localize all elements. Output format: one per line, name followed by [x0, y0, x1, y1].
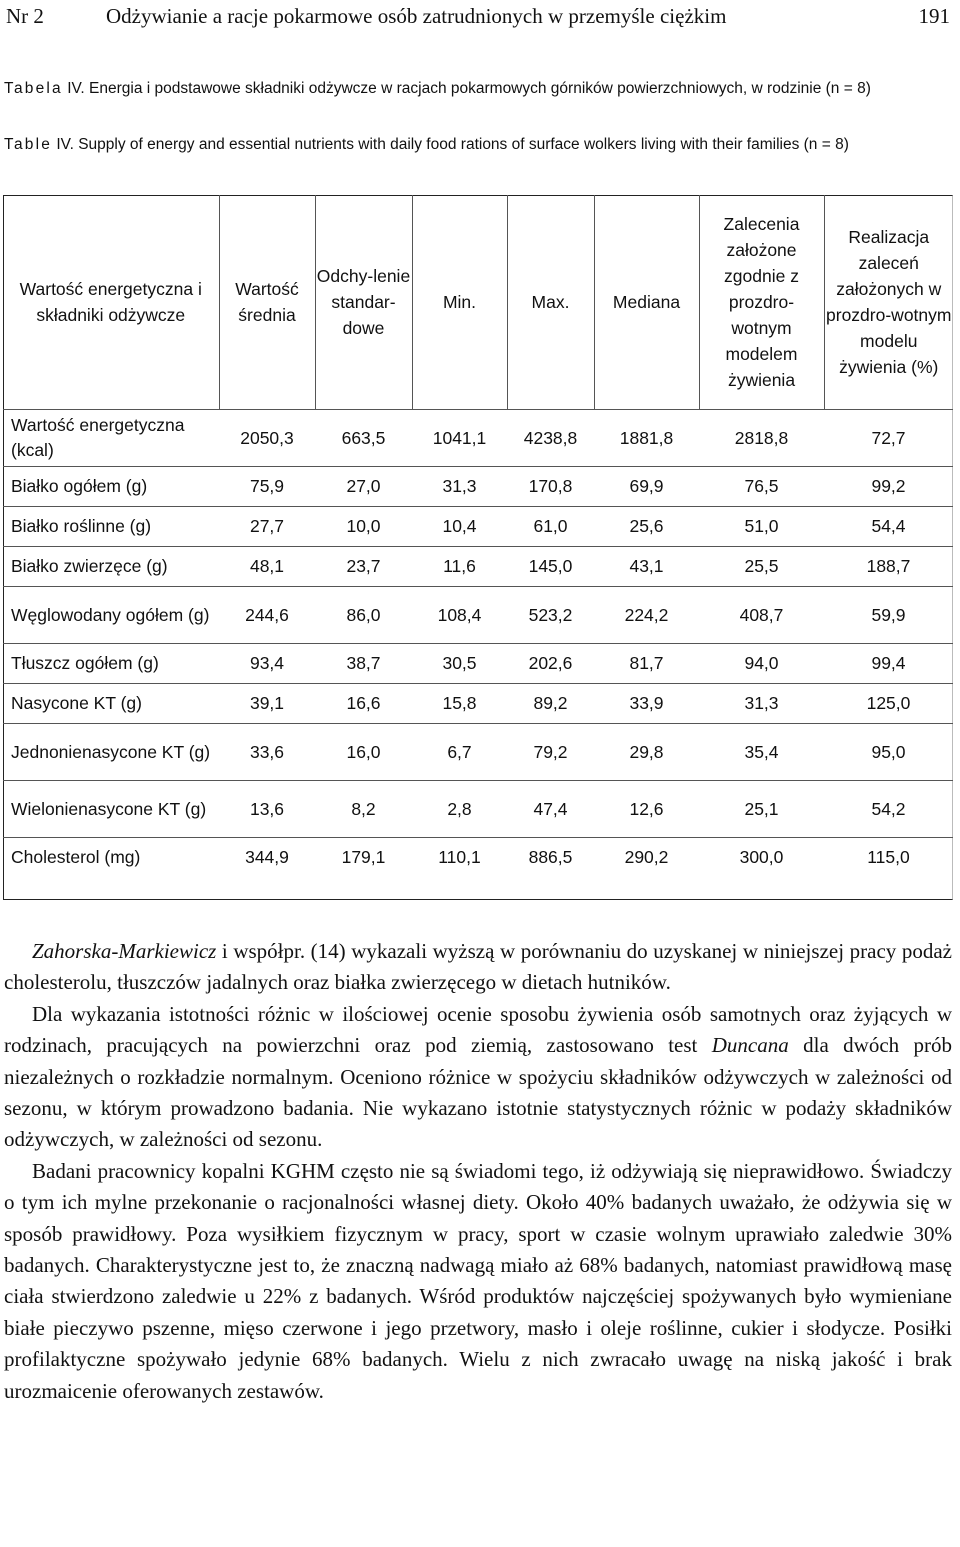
table-row	[3, 547, 953, 587]
header-cell: Max.	[507, 195, 594, 410]
table-cell: 43,1	[629, 556, 664, 576]
journal-issue-number: Nr 2	[6, 4, 44, 28]
table-cell: 290,2	[624, 847, 669, 868]
table-cell: 244,6	[245, 604, 289, 625]
table-cell: 2050,3	[240, 427, 294, 448]
table-cell: 188,7	[866, 556, 911, 576]
caption-numeral: IV.	[67, 80, 85, 97]
paragraph-text: i współpr. (14) wykazali wyższą w porównaniu do uzyskanej w niniejszej pracy podaż cholesterolu, tłuszczów jadalnych oraz białka zwierzęcego w dietach hutników.	[4, 939, 952, 995]
table-cell: 300,0	[739, 847, 784, 868]
table-header-row	[3, 195, 953, 410]
running-header	[2, 2, 954, 32]
table-cell: 523,2	[528, 604, 573, 625]
table-cell: 86,0	[346, 604, 381, 625]
table-cell: 10,0	[346, 516, 381, 536]
table-cell: 170,8	[528, 476, 573, 496]
paragraph-text: Dla wykazania istotności różnic w ilościowej ocenie sposobu żywienia osób samotnych oraz żyjących w rodzinach, pracujących na powierzchni oraz pod ziemią, zastosowano test	[4, 1001, 952, 1058]
header-cell: Wartość energetyczna i składniki odżywcze	[19, 279, 202, 325]
table-cell: 408,7	[739, 604, 784, 625]
running-title: Odżywianie a racje pokarmowe osób zatrudnionych w przemyśle ciężkim	[106, 4, 727, 28]
row-label: Białko ogółem (g)	[11, 476, 148, 496]
table-cell: 54,4	[871, 516, 906, 536]
table-cell: 16,6	[346, 693, 381, 713]
table-row	[3, 507, 953, 547]
table-cell: 31,3	[744, 693, 779, 713]
table-cell: 224,2	[624, 604, 669, 625]
table-cell: 30,5	[442, 653, 477, 673]
caption-label: Table	[4, 136, 53, 153]
row-label: Wartość energetyczna (kcal)	[11, 415, 185, 460]
table-caption-polish	[4, 78, 952, 100]
caption-text: Energia i podstawowe składniki odżywcze w racjach pokarmowych górników powierzchniowych, w rodzinie (n = 8)	[89, 80, 871, 97]
table-cell: 15,8	[442, 693, 477, 713]
table-cell: 125,0	[866, 693, 911, 713]
table-cell: 79,2	[533, 741, 568, 762]
row-label: Nasycone KT (g)	[11, 693, 142, 713]
table-cell: 16,0	[346, 741, 381, 762]
table-cell: 115,0	[867, 847, 910, 868]
header-cell: Zalecenia założone zgodnie z prozdro-wotnym modelem żywienia	[699, 195, 824, 410]
table-cell: 81,7	[629, 653, 664, 673]
header-cell: Odchy-lenie standar-dowe	[315, 195, 412, 410]
table-row	[3, 781, 953, 838]
table-cell: 54,2	[871, 798, 906, 819]
caption-numeral: IV.	[56, 136, 74, 153]
caption-text: Supply of energy and essential nutrients with daily food rations of surface wolkers living with their families (n = 8)	[78, 136, 849, 153]
table-cell: 31,3	[442, 476, 477, 496]
header-cell: Min.	[412, 195, 507, 410]
table-cell: 89,2	[533, 693, 568, 713]
paragraph-text: dla dwóch prób niezależnych o rozkładzie normalnym. Oceniono różnice w spożyciu składników odżywczych w zależności od sezonu, w którym prowadzono badania. Nie wykazano istotnie statystycznych różnic w podaży składników odżywczych, w zależności od sezonu.	[4, 1033, 952, 1152]
table-row	[3, 724, 953, 781]
table-cell: 23,7	[346, 556, 381, 576]
table-cell: 48,1	[249, 556, 285, 576]
table-cell: 99,2	[871, 476, 906, 496]
page-number: 191	[918, 4, 950, 28]
table-cell: 8,2	[351, 798, 376, 819]
table-cell: 29,8	[629, 741, 664, 762]
table-cell: 94,0	[744, 653, 779, 673]
table-cell: 886,5	[528, 847, 573, 868]
table-cell: 2,8	[447, 798, 472, 819]
paragraph	[4, 999, 952, 1156]
table-row	[3, 684, 953, 724]
table-cell: 61,0	[533, 516, 568, 536]
table-cell: 4238,8	[523, 427, 578, 448]
table-cell: 27,0	[346, 476, 381, 496]
paragraph: Badani pracownicy kopalni KGHM często nie są świadomi tego, iż odżywiają się nieprawidłowo. Świadczy o tym ich mylne przekonanie o racjonalności własnej diety. Około 40% badanych uważało, że odżywia się w sposób prawidłowy. Poza wysiłkiem fizycznym w pracy, sport w czasie wolnym uprawiało zaledwie 30% badanych. Charakterystyczne jest to, że znaczną nadwagą miało aż 68% badanych, natomiast prawidłową masę ciała stwierdzono zaledwie u 22% z badanych. Wśród produktów najczęściej spożywanych było wymieniane białe pieczywo pszenne, mięso czerwone i jego przetwory, masło i oleje roślinne, cukier i słodycze. Posiłki profilaktyczne spożywało jedynie 68% badanych. Wielu z nich zwracało uwagę na niską jakość i brak urozmaicenie oferowanych zestawów.	[4, 1158, 952, 1403]
table-cell: 145,0	[528, 556, 573, 576]
table-cell: 108,4	[437, 604, 482, 625]
table-cell: 69,9	[629, 476, 664, 496]
table-cell: 59,9	[871, 604, 906, 625]
table-cell: 95,0	[871, 741, 906, 762]
table-cell: 25,5	[744, 556, 779, 576]
table-cell: 47,4	[533, 798, 568, 819]
table-cell: 1881,8	[619, 427, 674, 448]
table-row	[3, 467, 953, 507]
table-row	[3, 587, 953, 644]
table-cell: 38,7	[346, 653, 381, 673]
table-cell: 10,4	[442, 516, 477, 536]
row-label: Tłuszcz ogółem (g)	[11, 653, 159, 673]
table-cell: 1041,1	[432, 427, 487, 448]
table-cell: 76,5	[744, 476, 779, 496]
table-cell: 12,6	[629, 798, 664, 819]
table-cell: 75,9	[249, 476, 285, 496]
table-caption-english	[4, 134, 952, 156]
row-label: Węglowodany ogółem (g)	[11, 604, 210, 625]
table-cell: 35,4	[744, 741, 779, 762]
header-cell: Wartość średnia	[219, 195, 315, 410]
table-cell: 202,6	[528, 653, 573, 673]
table-cell: 344,9	[245, 847, 289, 868]
caption-label: Tabela	[4, 80, 63, 97]
cited-author: Zahorska-Markiewicz	[32, 939, 217, 963]
table-cell: 663,5	[341, 427, 386, 448]
table-cell: 27,7	[249, 516, 285, 536]
test-name: Duncana	[711, 1033, 789, 1058]
header-cell: Mediana	[594, 195, 699, 410]
table-cell: 51,0	[744, 516, 779, 536]
body-text	[4, 936, 952, 1407]
table-cell: 99,4	[871, 653, 906, 673]
table-cell: 33,9	[629, 693, 664, 713]
table-cell: 2818,8	[734, 427, 789, 448]
table-cell: 93,4	[249, 653, 285, 673]
table-cell: 179,1	[341, 847, 386, 868]
paragraph	[4, 936, 952, 999]
row-label: Jednonienasycone KT (g)	[11, 741, 211, 762]
table-cell: 110,1	[438, 847, 481, 868]
table-row	[3, 644, 953, 684]
row-label: Białko roślinne (g)	[11, 516, 152, 536]
table-cell: 72,7	[871, 427, 906, 448]
table-cell: 13,6	[249, 798, 285, 819]
table-cell: 25,6	[629, 516, 664, 536]
table-row	[3, 410, 953, 467]
nutrient-table	[3, 195, 953, 878]
table-cell: 11,6	[443, 556, 476, 576]
table-cell: 39,1	[249, 693, 285, 713]
row-label: Cholesterol (mg)	[11, 847, 141, 868]
row-label: Białko zwierzęce (g)	[11, 556, 168, 576]
table-cell: 25,1	[744, 798, 779, 819]
header-cell: Realizacja zaleceń założonych w prozdro-wotnym modelu żywienia (%)	[824, 195, 953, 410]
table-cell: 33,6	[249, 741, 285, 762]
row-label: Wielonienasycone KT (g)	[11, 798, 207, 819]
table-cell: 6,7	[447, 741, 472, 762]
table-row	[3, 838, 953, 878]
